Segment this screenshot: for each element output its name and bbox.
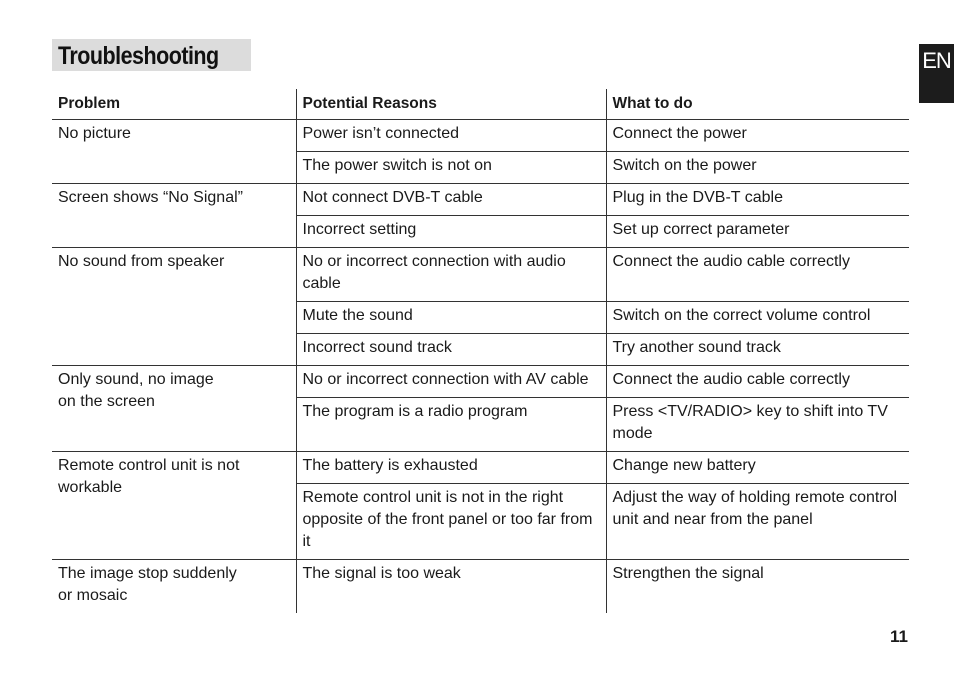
reason-cell: The battery is exhausted — [296, 452, 606, 484]
table-row — [52, 560, 909, 614]
problem-cell: Only sound, no image on the screen — [52, 366, 296, 452]
reason-cell: Incorrect sound track — [296, 334, 606, 366]
action-cell: Switch on the power — [606, 152, 909, 184]
problem-cell: The image stop suddenly or mosaic — [58, 565, 237, 604]
problem-cell: Remote control unit is not workable — [52, 452, 296, 560]
troubleshooting-table — [52, 89, 909, 613]
page-number: 11 — [890, 627, 908, 646]
reason-cell: Power isn’t connected — [296, 120, 606, 152]
action-cell: Connect the audio cable correctly — [606, 366, 909, 398]
problem-cell: No picture — [52, 120, 296, 184]
action-cell: Connect the power — [606, 120, 909, 152]
action-cell: Set up correct parameter — [606, 216, 909, 248]
action-cell: Press <TV/RADIO> key to shift into TV mode — [606, 398, 909, 452]
action-cell: Connect the audio cable correctly — [606, 248, 909, 302]
reason-cell: Not connect DVB-T cable — [296, 184, 606, 216]
page-title-box — [52, 39, 251, 71]
table-row — [52, 452, 909, 484]
page-title: Troubleshooting — [58, 42, 219, 70]
table-row — [52, 120, 909, 152]
header-what-to-do: What to do — [606, 89, 909, 120]
table-row — [52, 248, 909, 302]
table-header-row — [52, 89, 909, 120]
action-cell: Adjust the way of holding remote control unit and near from the panel — [606, 484, 909, 560]
problem-cell: Screen shows “No Signal” — [52, 184, 296, 248]
action-cell: Change new battery — [606, 452, 909, 484]
action-cell: Strengthen the signal — [606, 560, 909, 614]
reason-cell: Incorrect setting — [296, 216, 606, 248]
action-cell: Try another sound track — [606, 334, 909, 366]
reason-cell: Remote control unit is not in the right opposite of the front panel or too far from it — [296, 484, 606, 560]
action-cell: Switch on the correct volume control — [606, 302, 909, 334]
table-row — [52, 184, 909, 216]
reason-cell: No or incorrect connection with audio cable — [296, 248, 606, 302]
header-potential-reasons: Potential Reasons — [296, 89, 606, 120]
action-cell: Plug in the DVB-T cable — [606, 184, 909, 216]
reason-cell: Mute the sound — [296, 302, 606, 334]
table-body — [52, 120, 909, 614]
reason-cell: The signal is too weak — [296, 560, 606, 614]
language-tab: EN — [919, 44, 954, 103]
table-row — [52, 366, 909, 398]
reason-cell: The program is a radio program — [296, 398, 606, 452]
reason-cell: No or incorrect connection with AV cable — [296, 366, 606, 398]
header-problem: Problem — [52, 89, 296, 120]
reason-cell: The power switch is not on — [296, 152, 606, 184]
problem-cell: No sound from speaker — [52, 248, 296, 366]
